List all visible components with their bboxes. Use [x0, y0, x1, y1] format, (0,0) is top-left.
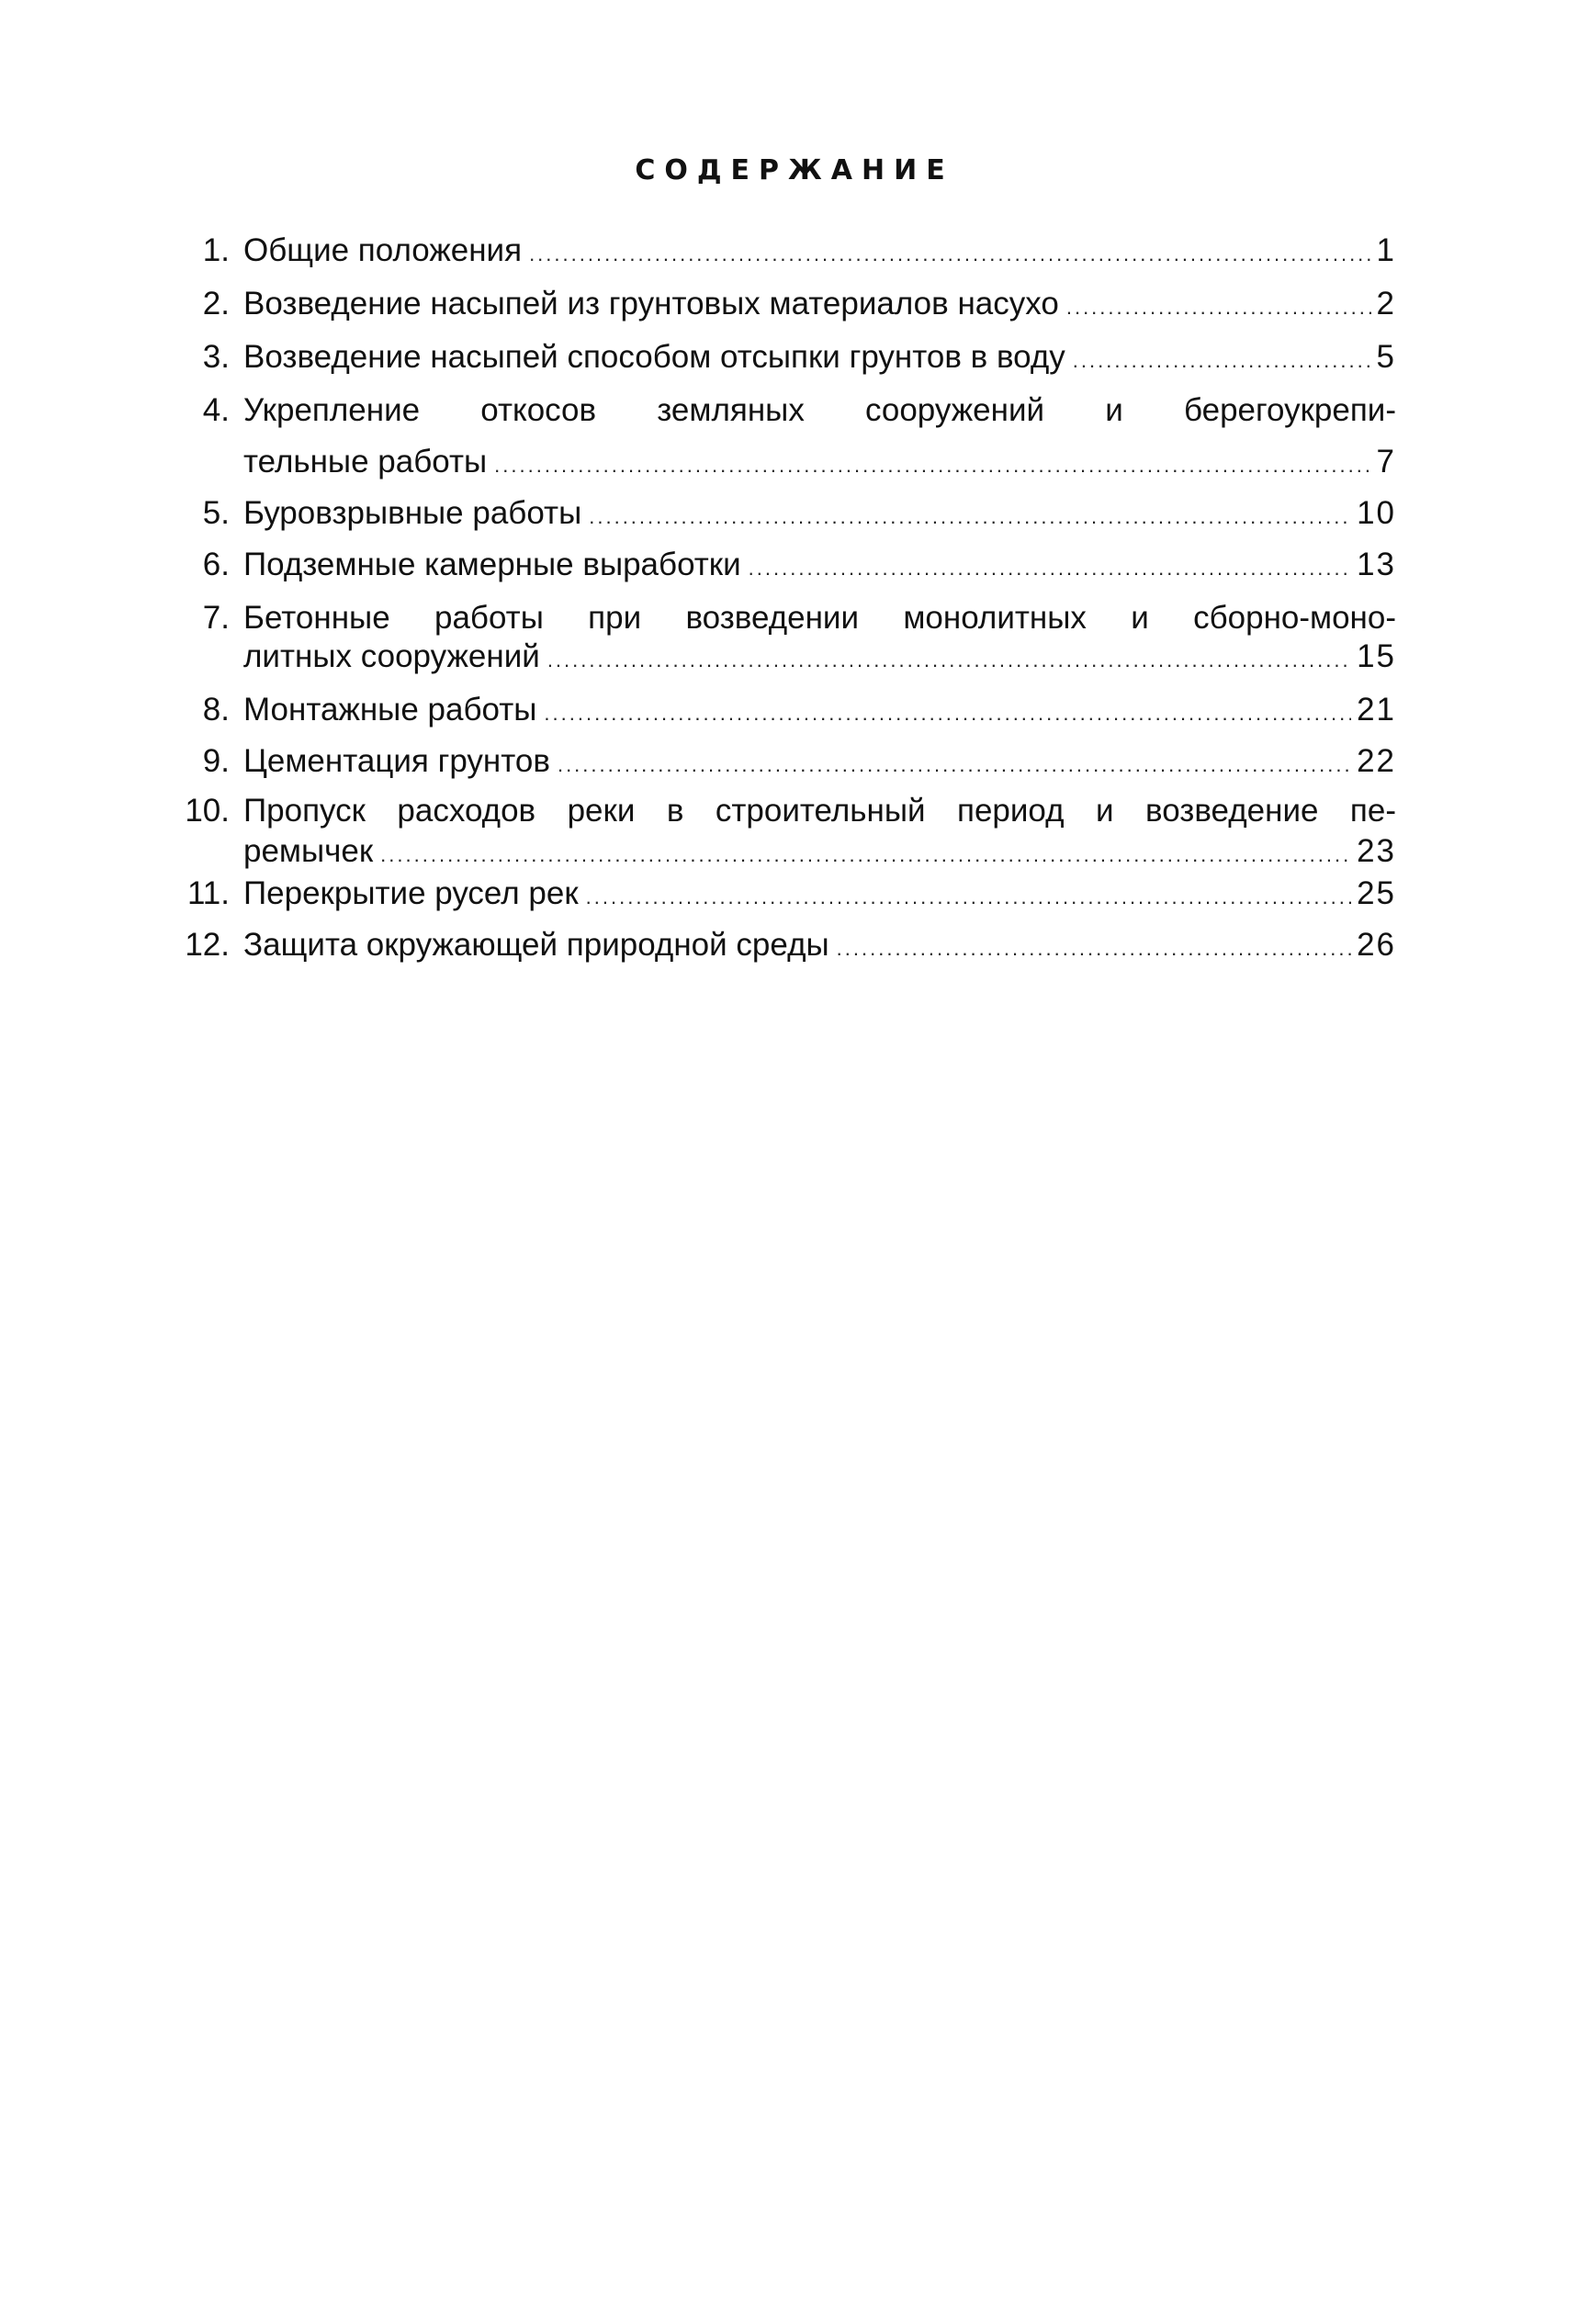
toc-entry-title: Возведение насыпей способом отсыпки грунтов в воду	[243, 339, 1065, 375]
dot-leader	[1066, 299, 1371, 317]
toc-entry-title: Защита окружающей природной среды	[243, 927, 829, 963]
dot-leader	[380, 846, 1351, 864]
toc-entry-number: 3.	[202, 339, 230, 375]
toc-entry-title: Перекрытие русел рек	[243, 875, 579, 911]
dot-leader	[529, 245, 1370, 264]
toc-entry-page: 2	[1376, 286, 1396, 322]
toc-entry-page: 5	[1376, 339, 1396, 375]
dot-leader	[1073, 352, 1371, 370]
toc-entry-number: 8.	[202, 692, 230, 728]
toc-entry-title: Бетонные работы при возведении монолитных и сборно-моно-	[243, 600, 1396, 636]
toc-entry-number: 6.	[202, 547, 230, 582]
toc-entry-title: Монтажные работы	[243, 692, 537, 728]
toc-entry-title-continued: ремычек	[243, 833, 374, 869]
toc-entry-title: Цементация грунтов	[243, 743, 550, 779]
toc-entry-number: 1.	[202, 232, 230, 268]
toc-entry-title: Буровзрывные работы	[243, 495, 582, 531]
toc-entry-page: 13	[1357, 547, 1396, 582]
toc-entry-page: 7	[1376, 444, 1396, 479]
toc-entry-number: 9.	[202, 743, 230, 779]
toc-entry-title: Возведение насыпей из грунтовых материалов насухо	[243, 286, 1059, 322]
toc-entry-title: Пропуск расходов реки в строительный период и возведение пе-	[243, 793, 1396, 829]
toc-entry-number: 10.	[185, 793, 230, 829]
toc-entry-title-continued: литных сооружений	[243, 638, 540, 674]
toc-entry-page: 26	[1357, 927, 1396, 963]
dot-leader	[837, 940, 1351, 958]
dot-leader	[544, 705, 1351, 723]
toc-entry-number: 2.	[202, 286, 230, 322]
toc-entry-title: Подземные камерные выработки	[243, 547, 741, 582]
toc-entry-number: 5.	[202, 495, 230, 531]
toc-entry-number: 4.	[202, 392, 230, 428]
toc-entry-number: 11.	[186, 875, 230, 911]
toc-entry-page: 15	[1357, 638, 1396, 674]
toc-title: СОДЕРЖАНИЕ	[635, 154, 954, 186]
dot-leader	[749, 559, 1351, 578]
dot-leader	[547, 651, 1351, 670]
toc-entry-page: 21	[1357, 692, 1396, 728]
dot-leader	[589, 508, 1351, 526]
toc-entry-title-continued: тельные работы	[243, 444, 488, 479]
dot-leader	[586, 888, 1351, 907]
toc-entry-title: Укрепление откосов земляных сооружений и берегоукрепи-	[243, 392, 1396, 428]
toc-entry-number: 7.	[202, 600, 230, 636]
toc-entry-page: 1	[1376, 232, 1396, 268]
toc-entry-page: 25	[1357, 875, 1396, 911]
toc-entry-page: 23	[1357, 833, 1396, 869]
dot-leader	[558, 756, 1351, 774]
toc-entry-number: 12.	[185, 927, 230, 963]
dot-leader	[494, 457, 1370, 475]
toc-entry-page: 10	[1357, 495, 1396, 531]
toc-entry-page: 22	[1357, 743, 1396, 779]
toc-entry-title: Общие положения	[243, 232, 523, 268]
